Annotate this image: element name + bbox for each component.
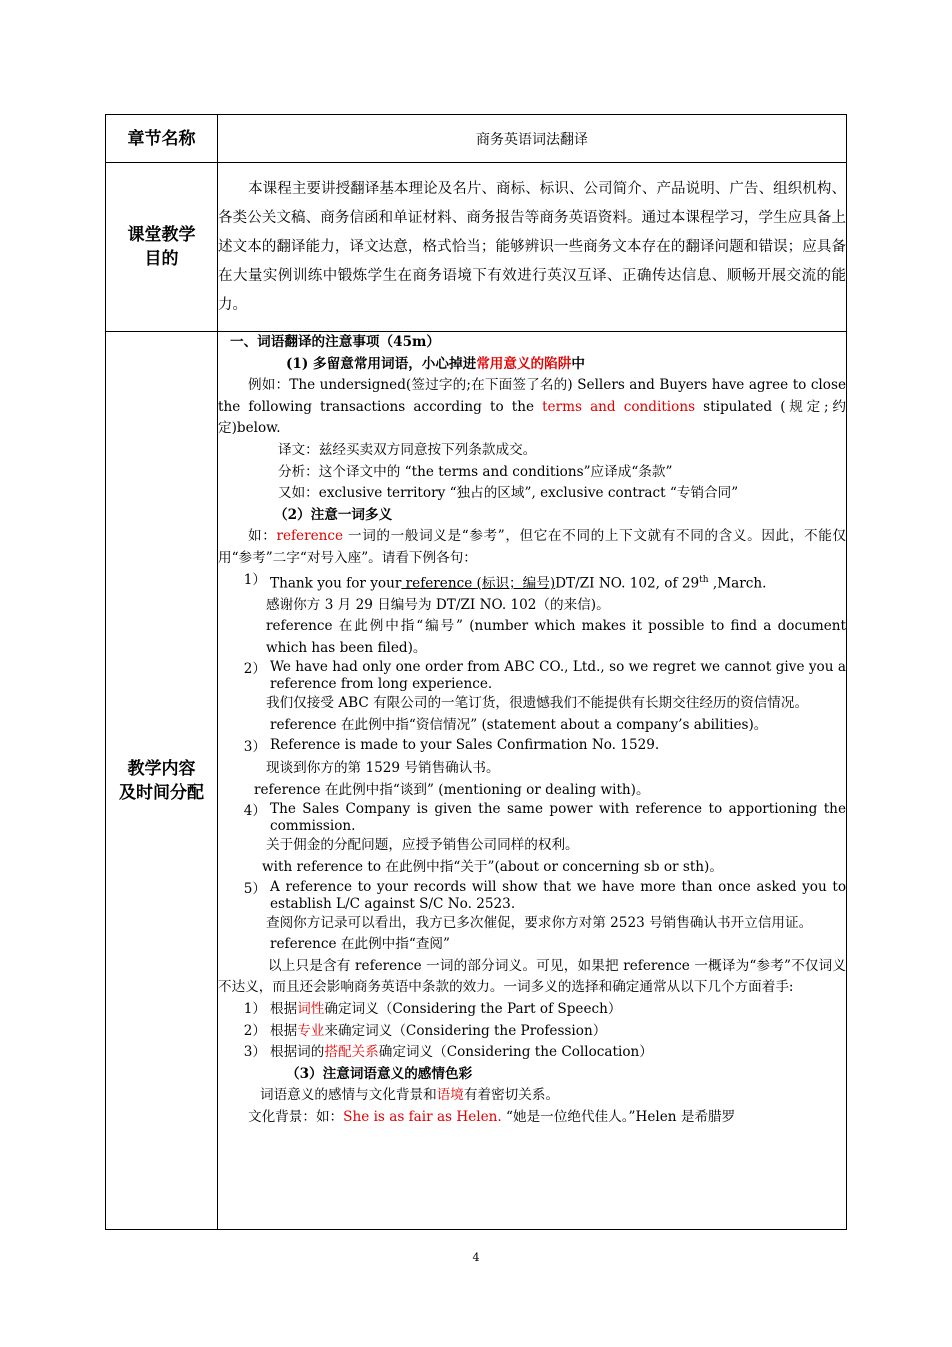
method-item: 1） 根据词性确定词义（Considering the Part of Speech） [243,1000,622,1017]
purpose-cell [218,163,847,332]
content-label-line2: 及时间分配 [119,782,204,803]
subsection-2-title: （2）注意一词多义 [274,506,393,523]
list-item-note: reference 在此例中指“资信情况” (statement about a company’s abilities)。 [270,717,768,734]
example-1: 例如：The undersigned(签过字的;在下面签了名的) Sellers and Buyers have agree to close the following transactions according to the terms and conditions stipulated (规定;约定)below. [218,377,846,437]
subsection-3-culture: 文化背景：如：She is as fair as Helen. “她是一位绝代佳人。”Helen 是希腊罗 [248,1108,736,1125]
method-item: 2） 根据专业来确定词义（Considering the Profession） [243,1022,607,1039]
list-item-note: reference 在此例中指“谈到” (mentioning or dealing with)。 [254,781,650,798]
section-heading: 一、词语翻译的注意事项（45m） [230,334,441,350]
subsection-3-text: 词语意义的感情与文化背景和语境有着密切关系。 [260,1087,560,1104]
list-item-translation: 我们仅接受 ABC 有限公司的一笔订货，很遗憾我们不能提供有长期交往经历的资信情况。 [266,695,809,712]
page-number: 4 [472,1251,480,1264]
method-item: 3） 根据词的搭配关系确定词义（Considering the Collocation） [243,1044,653,1061]
content-row [106,332,847,1230]
subsection-3-title: （3）注意词语意义的感情色彩 [286,1065,473,1082]
list-item: 1） Thank you for your reference (标识；编号)DT/ZI NO. 102, of 29th ,March. [243,571,767,592]
chapter-row [106,115,847,163]
purpose-label-line1: 课堂教学 [127,225,196,245]
content-label [106,332,218,1230]
purpose-row [106,163,847,332]
list-item-translation: 关于佣金的分配问题，应授予销售公司同样的权利。 [266,837,579,854]
list-item-note: reference 在此例中指“编号” (number which makes it possible to find a document which has been filed)。 [266,618,846,656]
purpose-text: 本课程主要讲授翻译基本理论及名片、商标、标识、公司简介、产品说明、广告、组织机构、各类公关文稿、商务信函和单证材料、商务报告等商务英语资料。通过本课程学习，学生应具备上述文本的翻译能力，译文达意，格式恰当；能够辨识一些商务文本存在的翻译问题和错误；应具备在大量实例训练中锻炼学生在商务语境下有效进行英汉互译、正确传达信息、顺畅开展交流的能力。 [218,180,846,313]
list-item-translation: 感谢你方 3 月 29 日编号为 DT/ZI NO. 102（的来信)。 [266,596,610,613]
purpose-label-line2: 目的 [144,249,179,269]
list-item-note: with reference to 在此例中指“关于”(about or concerning sb or sth)。 [262,859,723,875]
chapter-title: 商务英语词法翻译 [218,115,847,163]
summary-paragraph: 以上只是含有 reference 一词的部分词义。可见，如果把 reference 一概译为“参考”不仅词义不达义，而且还会影响商务英语中条款的效力。一词多义的选择和确定通常从以下几个方面着手: [218,957,846,996]
list-item: 5） A reference to your records will show that we have more than once asked you to establish L/C against S/C No. 2523. [243,878,846,912]
chapter-label: 章节名称 [106,115,218,163]
example-1-translation: 译文：兹经买卖双方同意按下列条款成交。 [278,441,537,458]
list-item-note: reference 在此例中指“查阅” [270,936,450,953]
list-item: 3） Reference is made to your Sales Confirmation No. 1529. [243,736,660,755]
example-1-analysis: 分析：这个译文中的 “the terms and conditions”应译成“条款” [278,463,673,480]
purpose-label [106,163,218,332]
course-table [105,114,847,1230]
list-item-translation: 查阅你方记录可以看出，我方已多次催促，要求你方对第 2523 号销售确认书开立信用证。 [266,914,813,931]
subsection-2-intro: 如：reference 一词的一般词义是“参考”，但它在不同的上下文就有不同的含义。因此，不能仅用“参考”二字“对号入座”。请看下例各句： [218,528,847,566]
subsection-1-title: (1) 多留意常用词语，小心掉进常用意义的陷阱中 [286,355,585,372]
content-cell [218,332,847,1230]
list-item: 4） The Sales Company is given the same power with reference to apportioning the commission. [243,801,846,835]
content-label-line1: 教学内容 [127,758,196,779]
list-item: 2） We have had only one order from ABC CO., Ltd., so we regret we cannot give you a reference from long experience. [243,659,846,693]
example-1-more: 又如：exclusive territory “独占的区域”, exclusive contract “专销合同” [278,485,739,502]
list-item-translation: 现谈到你方的第 1529 号销售确认书。 [266,760,500,777]
